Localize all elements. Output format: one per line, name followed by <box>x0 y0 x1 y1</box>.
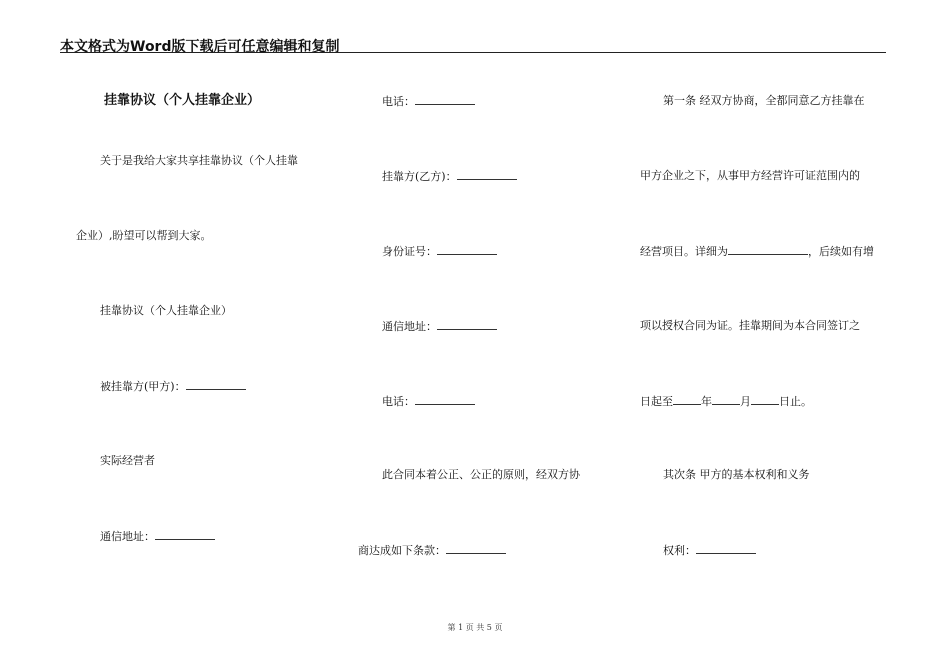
column-middle <box>350 0 630 672</box>
party-b-field <box>382 169 517 184</box>
day-blank <box>751 394 779 405</box>
intro-line-1: 关于是我给大家共享挂靠协议（个人挂靠 <box>100 154 298 167</box>
article-1-line-3a: 经营项目。详细为 <box>640 245 728 258</box>
clause-line-2: 商达成如下条款： <box>358 544 446 557</box>
address-label-b: 通信地址： <box>382 320 437 333</box>
rights-field <box>663 543 756 558</box>
date-end-label: 日止。 <box>779 395 812 408</box>
year-label: 年 <box>701 395 712 408</box>
address-field-a <box>100 529 215 544</box>
party-a-blank <box>186 379 246 390</box>
article-1-line-3 <box>640 244 874 259</box>
date-start-label: 日起至 <box>640 395 673 408</box>
address-field-b <box>382 319 497 334</box>
party-a-label: 被挂靠方(甲方)： <box>100 380 186 393</box>
doc-title: 挂靠协议（个人挂靠企业） <box>100 304 232 317</box>
column-right <box>635 0 895 672</box>
article-2-heading: 其次条 甲方的基本权利和义务 <box>663 468 810 481</box>
id-number-field <box>382 244 497 259</box>
clause-line-2-field <box>358 543 506 558</box>
column-left <box>60 0 340 672</box>
year-blank <box>673 394 701 405</box>
id-number-blank <box>437 244 497 255</box>
article-1-line-3b: ，后续如有增 <box>808 245 874 258</box>
project-blank <box>728 244 808 255</box>
rights-label: 权利： <box>663 544 696 557</box>
address-label-a: 通信地址： <box>100 530 155 543</box>
operator-label: 实际经营者 <box>100 454 155 467</box>
article-1-line-1: 第一条 经双方协商，全都同意乙方挂靠在 <box>663 94 865 107</box>
rights-blank <box>696 543 756 554</box>
id-number-label: 身份证号： <box>382 245 437 258</box>
phone-blank-a <box>415 94 475 105</box>
phone-label-a: 电话： <box>382 95 415 108</box>
article-1-line-2: 甲方企业之下，从事甲方经营许可证范围内的 <box>640 169 860 182</box>
party-b-label: 挂靠方(乙方)： <box>382 170 457 183</box>
article-1-line-4: 项以授权合同为证。挂靠期间为本合同签订之 <box>640 319 860 332</box>
phone-field-b <box>382 394 475 409</box>
address-blank-a <box>155 529 215 540</box>
party-a-field <box>100 379 246 394</box>
clause-blank <box>446 543 506 554</box>
address-blank-b <box>437 319 497 330</box>
document-header: 本文格式为Word版下载后可任意编辑和复制 <box>60 39 340 55</box>
phone-blank-b <box>415 394 475 405</box>
month-blank <box>712 394 740 405</box>
clause-line-1: 此合同本着公正、公正的原则，经双方协 <box>382 468 580 481</box>
intro-line-2: 企业）,盼望可以帮到大家。 <box>76 229 212 242</box>
page-title: 挂靠协议（个人挂靠企业） <box>104 93 261 108</box>
page-number: 第 1 页 共 5 页 <box>447 623 503 632</box>
party-b-blank <box>457 169 517 180</box>
date-range-line <box>640 394 812 409</box>
phone-label-b: 电话： <box>382 395 415 408</box>
month-label: 月 <box>740 395 751 408</box>
phone-field-a <box>382 94 475 109</box>
